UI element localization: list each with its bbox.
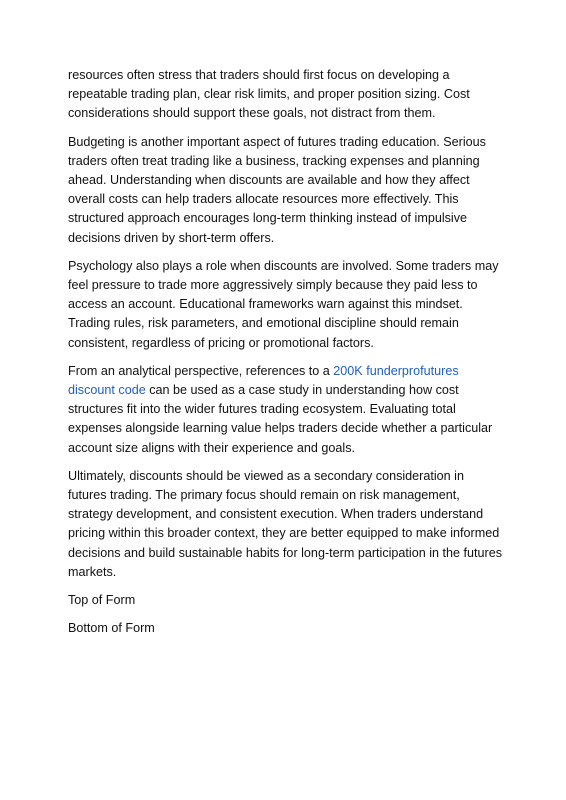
document-page [68, 66, 504, 647]
discount-code-link[interactable]: 200K funderprofutures discount code [68, 363, 459, 398]
paragraph-analytical-after: can be used as a case study in understanding how cost structures fit into the wider futures trading ecosystem. Evaluating total expenses alongside learning value helps traders decide whether a particular account size aligns with their experience and goals. [68, 383, 493, 455]
paragraph-resources: resources often stress that traders should first focus on developing a repeatable trading plan, clear risk limits, and proper position sizing. Cost considerations should support these goals, not distract from them. [68, 68, 470, 121]
paragraph-analytical-before: From an analytical perspective, references to a [68, 363, 334, 378]
form-top-marker: Top of Form [68, 593, 136, 608]
paragraph-analytical [68, 362, 504, 458]
paragraph-psychology: Psychology also plays a role when discounts are involved. Some traders may feel pressure to trade more aggressively simply because they paid less to access an account. Educational frameworks warn against this mindset. Trading rules, risk parameters, and emotional discipline should remain consistent, regardless of pricing or promotional factors. [68, 258, 499, 350]
paragraph-ultimately: Ultimately, discounts should be viewed as a secondary consideration in futures trading. The primary focus should remain on risk management, strategy development, and consistent execution. When traders understand pricing within this broader context, they are better equipped to make informed decisions and build sustainable habits for long-term participation in the futures markets. [68, 468, 503, 579]
paragraph-budgeting: Budgeting is another important aspect of futures trading education. Serious traders often treat trading like a business, tracking expenses and planning ahead. Understanding when discounts are available and how they affect overall costs can help traders allocate resources more effectively. This structured approach encourages long-term thinking instead of impulsive decisions driven by short-term offers. [68, 134, 486, 245]
form-bottom-marker: Bottom of Form [68, 621, 155, 636]
